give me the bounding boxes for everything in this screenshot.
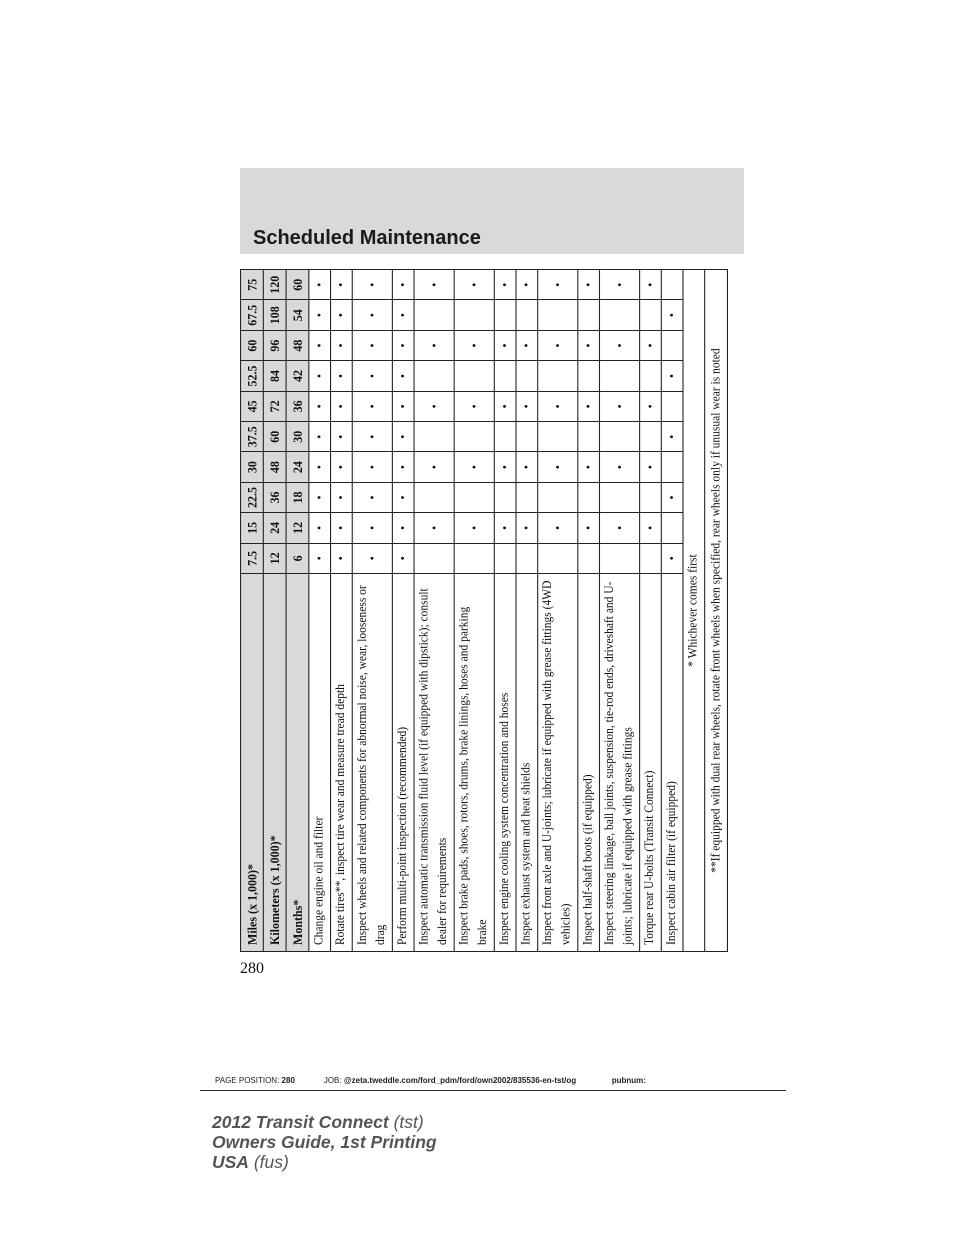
service-due-bullet: • xyxy=(309,422,331,452)
footer-block xyxy=(212,1112,437,1172)
service-due-bullet: • xyxy=(352,361,392,391)
service-item-label: Inspect steering linkage, ball joints, suspension, tie-rod ends, driveshaft and U-joints; lubricate if equipped with grease fittings xyxy=(599,574,639,952)
table-row xyxy=(414,270,454,952)
service-due-bullet: • xyxy=(578,270,600,300)
months-header-row-cell: 42 xyxy=(286,361,309,391)
service-due-bullet: • xyxy=(538,391,578,421)
service-due-bullet: • xyxy=(578,330,600,360)
kilometers-header-row-cell: 12 xyxy=(263,543,286,573)
kilometers-header-row-cell: 108 xyxy=(263,300,286,330)
months-header-row-cell: 48 xyxy=(286,330,309,360)
service-due-bullet: • xyxy=(331,270,353,300)
kilometers-header-row-cell: 84 xyxy=(263,361,286,391)
service-due-bullet: • xyxy=(309,482,331,512)
empty-cell xyxy=(640,482,662,512)
empty-cell xyxy=(661,513,683,543)
service-due-bullet: • xyxy=(538,513,578,543)
empty-cell xyxy=(640,361,662,391)
service-due-bullet: • xyxy=(331,543,353,573)
service-item-label: Inspect front axle and U-joints; lubricate if equipped with grease fittings (4WD vehicles) xyxy=(538,574,578,952)
maintenance-table-wrapper xyxy=(240,270,728,952)
empty-cell xyxy=(640,300,662,330)
kilometers-header-row-cell: 36 xyxy=(263,482,286,512)
empty-cell xyxy=(661,270,683,300)
service-due-bullet: • xyxy=(331,513,353,543)
footer-line-1-bold: 2012 Transit Connect xyxy=(212,1112,389,1132)
service-due-bullet: • xyxy=(640,513,662,543)
service-due-bullet: • xyxy=(661,422,683,452)
miles-header-row-cell: 7.5 xyxy=(241,543,264,573)
service-due-bullet: • xyxy=(331,391,353,421)
miles-header-row xyxy=(241,270,264,952)
service-due-bullet: • xyxy=(661,543,683,573)
service-item-label: Rotate tires**, inspect tire wear and measure tread depth xyxy=(331,574,353,952)
kilometers-header-row xyxy=(263,270,286,952)
empty-cell xyxy=(538,543,578,573)
empty-cell xyxy=(599,543,639,573)
footnote-whichever: * Whichever comes first xyxy=(683,270,705,952)
service-due-bullet: • xyxy=(454,452,494,482)
kilometers-header-row-label: Kilometers (x 1,000)* xyxy=(263,574,286,952)
service-due-bullet: • xyxy=(494,270,516,300)
service-due-bullet: • xyxy=(414,513,454,543)
months-header-row-cell: 30 xyxy=(286,422,309,452)
empty-cell xyxy=(414,422,454,452)
service-due-bullet: • xyxy=(392,422,414,452)
months-header-row-cell: 54 xyxy=(286,300,309,330)
service-due-bullet: • xyxy=(309,300,331,330)
service-due-bullet: • xyxy=(494,452,516,482)
empty-cell xyxy=(599,482,639,512)
table-row xyxy=(454,270,494,952)
empty-cell xyxy=(454,482,494,512)
service-due-bullet: • xyxy=(331,422,353,452)
table-row xyxy=(661,270,683,952)
table-row xyxy=(352,270,392,952)
service-due-bullet: • xyxy=(494,330,516,360)
service-due-bullet: • xyxy=(309,452,331,482)
service-due-bullet: • xyxy=(352,330,392,360)
empty-cell xyxy=(414,300,454,330)
months-header-row-cell: 36 xyxy=(286,391,309,421)
service-due-bullet: • xyxy=(392,270,414,300)
service-due-bullet: • xyxy=(599,330,639,360)
empty-cell xyxy=(578,422,600,452)
service-due-bullet: • xyxy=(309,330,331,360)
footer-rule xyxy=(200,1090,786,1091)
service-due-bullet: • xyxy=(392,300,414,330)
service-item-label: Inspect half-shaft boots (if equipped) xyxy=(578,574,600,952)
empty-cell xyxy=(640,422,662,452)
service-due-bullet: • xyxy=(331,452,353,482)
empty-cell xyxy=(538,482,578,512)
empty-cell xyxy=(516,361,538,391)
service-due-bullet: • xyxy=(331,482,353,512)
months-header-row-label: Months* xyxy=(286,574,309,952)
service-due-bullet: • xyxy=(392,391,414,421)
service-due-bullet: • xyxy=(640,391,662,421)
service-due-bullet: • xyxy=(640,270,662,300)
kilometers-header-row-cell: 120 xyxy=(263,270,286,300)
service-due-bullet: • xyxy=(454,513,494,543)
empty-cell xyxy=(516,482,538,512)
service-due-bullet: • xyxy=(331,330,353,360)
table-row xyxy=(578,270,600,952)
table-row xyxy=(331,270,353,952)
service-due-bullet: • xyxy=(331,361,353,391)
service-due-bullet: • xyxy=(516,270,538,300)
service-due-bullet: • xyxy=(352,513,392,543)
service-due-bullet: • xyxy=(661,482,683,512)
kilometers-header-row-cell: 24 xyxy=(263,513,286,543)
empty-cell xyxy=(578,543,600,573)
service-due-bullet: • xyxy=(640,330,662,360)
footnote-row-2 xyxy=(705,270,728,952)
service-due-bullet: • xyxy=(392,482,414,512)
maintenance-schedule-table xyxy=(240,269,728,952)
service-due-bullet: • xyxy=(578,391,600,421)
empty-cell xyxy=(661,330,683,360)
service-due-bullet: • xyxy=(414,270,454,300)
service-item-label: Inspect cabin air filter (if equipped) xyxy=(661,574,683,952)
job-value: @zeta.tweddle.com/ford_pdm/ford/own2002/835536-en-tst/og xyxy=(343,1076,577,1085)
service-item-label: Inspect exhaust system and heat shields xyxy=(516,574,538,952)
service-item-label: Inspect brake pads, shoes, rotors, drums, brake linings, hoses and parking brake xyxy=(454,574,494,952)
miles-header-row-cell: 60 xyxy=(241,330,264,360)
service-due-bullet: • xyxy=(352,270,392,300)
empty-cell xyxy=(414,482,454,512)
service-due-bullet: • xyxy=(578,452,600,482)
service-due-bullet: • xyxy=(454,330,494,360)
months-header-row-cell: 60 xyxy=(286,270,309,300)
service-due-bullet: • xyxy=(352,300,392,330)
months-header-row-cell: 12 xyxy=(286,513,309,543)
empty-cell xyxy=(538,361,578,391)
empty-cell xyxy=(578,482,600,512)
service-item-label: Change engine oil and filter xyxy=(309,574,331,952)
footer-line-3-bold: USA xyxy=(212,1152,249,1172)
empty-cell xyxy=(516,300,538,330)
service-due-bullet: • xyxy=(392,513,414,543)
months-header-row-cell: 24 xyxy=(286,452,309,482)
empty-cell xyxy=(494,300,516,330)
months-header-row-cell: 18 xyxy=(286,482,309,512)
miles-header-row-cell: 30 xyxy=(241,452,264,482)
empty-cell xyxy=(414,361,454,391)
kilometers-header-row-cell: 60 xyxy=(263,422,286,452)
miles-header-row-cell: 67.5 xyxy=(241,300,264,330)
service-due-bullet: • xyxy=(538,270,578,300)
empty-cell xyxy=(494,482,516,512)
empty-cell xyxy=(454,543,494,573)
service-due-bullet: • xyxy=(494,513,516,543)
service-due-bullet: • xyxy=(414,330,454,360)
kilometers-header-row-cell: 96 xyxy=(263,330,286,360)
footer-line-1-thin: (tst) xyxy=(393,1112,424,1132)
service-due-bullet: • xyxy=(538,452,578,482)
service-item-label: Perform multi-point inspection (recommended) xyxy=(392,574,414,952)
empty-cell xyxy=(538,300,578,330)
empty-cell xyxy=(599,422,639,452)
header-band xyxy=(240,168,744,254)
service-due-bullet: • xyxy=(516,452,538,482)
service-due-bullet: • xyxy=(494,391,516,421)
service-due-bullet: • xyxy=(352,422,392,452)
page-title: Scheduled Maintenance xyxy=(253,227,481,249)
job-line xyxy=(215,1076,646,1085)
empty-cell xyxy=(661,452,683,482)
table-row xyxy=(538,270,578,952)
service-due-bullet: • xyxy=(599,270,639,300)
empty-cell xyxy=(578,361,600,391)
miles-header-row-cell: 45 xyxy=(241,391,264,421)
service-due-bullet: • xyxy=(309,513,331,543)
service-due-bullet: • xyxy=(414,452,454,482)
service-due-bullet: • xyxy=(352,482,392,512)
miles-header-row-cell: 22.5 xyxy=(241,482,264,512)
service-due-bullet: • xyxy=(309,391,331,421)
empty-cell xyxy=(454,361,494,391)
page-position-value: 280 xyxy=(281,1076,295,1085)
table-row xyxy=(392,270,414,952)
footer-line-3-thin: (fus) xyxy=(253,1152,289,1172)
table-row xyxy=(309,270,331,952)
footer-line-2 xyxy=(212,1132,437,1152)
empty-cell xyxy=(494,422,516,452)
service-due-bullet: • xyxy=(352,452,392,482)
service-due-bullet: • xyxy=(538,330,578,360)
table-row xyxy=(599,270,639,952)
empty-cell xyxy=(661,391,683,421)
service-due-bullet: • xyxy=(309,543,331,573)
kilometers-header-row-cell: 48 xyxy=(263,452,286,482)
empty-cell xyxy=(538,422,578,452)
service-due-bullet: • xyxy=(454,270,494,300)
page-position-label: PAGE POSITION: xyxy=(215,1076,280,1085)
service-due-bullet: • xyxy=(661,300,683,330)
service-item-label: Inspect engine cooling system concentration and hoses xyxy=(494,574,516,952)
service-item-label: Inspect automatic transmission fluid level (if equipped with dipstick); consult dealer for requirements xyxy=(414,574,454,952)
miles-header-row-cell: 37.5 xyxy=(241,422,264,452)
service-due-bullet: • xyxy=(578,513,600,543)
months-header-row-cell: 6 xyxy=(286,543,309,573)
service-due-bullet: • xyxy=(599,452,639,482)
maintenance-table-rotated xyxy=(240,270,769,952)
service-due-bullet: • xyxy=(392,330,414,360)
service-due-bullet: • xyxy=(661,361,683,391)
empty-cell xyxy=(454,422,494,452)
miles-header-row-label: Miles (x 1,000)* xyxy=(241,574,264,952)
service-due-bullet: • xyxy=(640,452,662,482)
empty-cell xyxy=(516,543,538,573)
service-due-bullet: • xyxy=(352,543,392,573)
miles-header-row-cell: 52.5 xyxy=(241,361,264,391)
footnote-dual-rear-wheels: **If equipped with dual rear wheels, rotate front wheels when specified, rear wheels only if unusual wear is noted xyxy=(705,270,728,952)
service-due-bullet: • xyxy=(309,361,331,391)
empty-cell xyxy=(494,543,516,573)
footer-line-1 xyxy=(212,1112,437,1132)
service-due-bullet: • xyxy=(516,513,538,543)
miles-header-row-cell: 75 xyxy=(241,270,264,300)
service-due-bullet: • xyxy=(599,391,639,421)
empty-cell xyxy=(414,543,454,573)
table-row xyxy=(640,270,662,952)
miles-header-row-cell: 15 xyxy=(241,513,264,543)
months-header-row xyxy=(286,270,309,952)
table-row xyxy=(494,270,516,952)
empty-cell xyxy=(599,361,639,391)
job-label: JOB: xyxy=(323,1076,342,1085)
footer-line-2-bold: Owners Guide, 1st Printing xyxy=(212,1132,437,1152)
empty-cell xyxy=(640,543,662,573)
service-item-label: Inspect wheels and related components for abnormal noise, wear, looseness or drag xyxy=(352,574,392,952)
table-row xyxy=(516,270,538,952)
service-due-bullet: • xyxy=(516,330,538,360)
service-due-bullet: • xyxy=(392,361,414,391)
service-due-bullet: • xyxy=(454,391,494,421)
service-due-bullet: • xyxy=(414,391,454,421)
service-due-bullet: • xyxy=(392,543,414,573)
footer-line-3 xyxy=(212,1152,437,1172)
service-due-bullet: • xyxy=(352,391,392,421)
footnote-row-1 xyxy=(683,270,705,952)
kilometers-header-row-cell: 72 xyxy=(263,391,286,421)
empty-cell xyxy=(578,300,600,330)
service-due-bullet: • xyxy=(392,452,414,482)
empty-cell xyxy=(454,300,494,330)
empty-cell xyxy=(516,422,538,452)
service-due-bullet: • xyxy=(599,513,639,543)
pubnum-label: pubnum: xyxy=(611,1076,646,1085)
service-item-label: Torque rear U-bolts (Transit Connect) xyxy=(640,574,662,952)
page-number: 280 xyxy=(240,960,264,977)
empty-cell xyxy=(599,300,639,330)
service-due-bullet: • xyxy=(309,270,331,300)
empty-cell xyxy=(494,361,516,391)
service-due-bullet: • xyxy=(331,300,353,330)
service-due-bullet: • xyxy=(516,391,538,421)
